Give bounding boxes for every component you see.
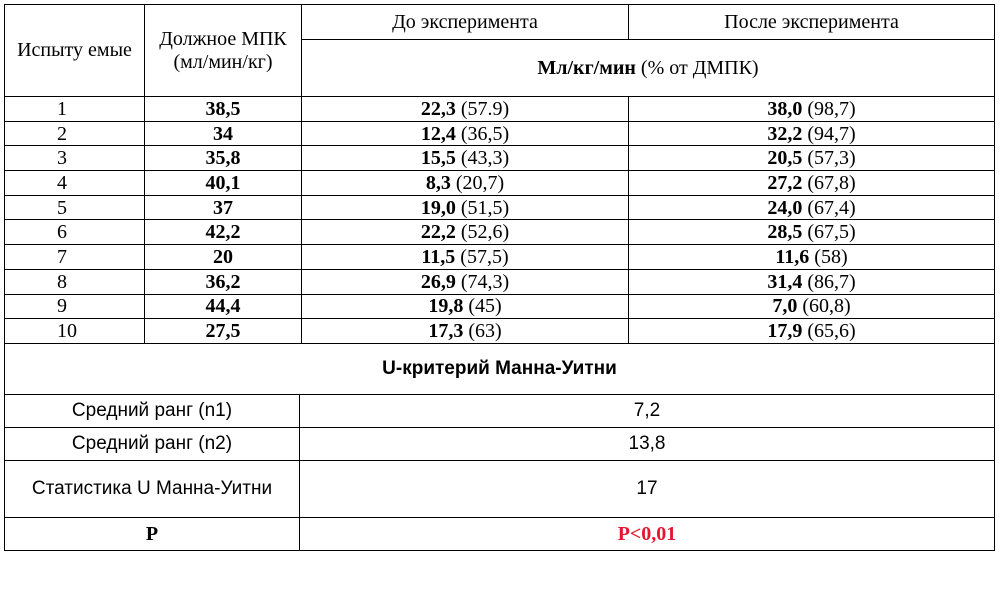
after-percent: (94,7) (802, 122, 856, 145)
predicted-mpk-value: 36,2 (145, 269, 302, 294)
after-value: 17,9 (767, 320, 803, 343)
stat-label: Статистика U Манна-Уитни (5, 460, 300, 517)
before-percent: (45) (463, 295, 502, 318)
results-table-container (4, 4, 994, 551)
before-value: 17,3 (428, 320, 464, 343)
predicted-mpk-value: 37 (145, 195, 302, 220)
before-percent: (52,6) (455, 221, 510, 244)
section-row (5, 343, 995, 394)
stat-label: Средний ранг (n1) (5, 394, 300, 427)
data-rows (5, 97, 995, 344)
table-row (5, 146, 995, 171)
before-value: 15,5 (420, 147, 456, 170)
header-predicted-mpk: Должное МПК (мл/мин/кг) (145, 5, 302, 97)
after-value: 31,4 (767, 270, 803, 293)
subject-number: 9 (5, 294, 145, 319)
before-percent: (63) (463, 320, 502, 343)
stat-label: Средний ранг (n2) (5, 427, 300, 460)
before-percent: (74,3) (455, 270, 510, 293)
header-before: До эксперимента (302, 5, 629, 40)
table-row (5, 269, 995, 294)
p-value: P<0,01 (300, 517, 995, 550)
subject-number: 1 (5, 97, 145, 122)
before-cell (302, 171, 629, 196)
predicted-mpk-value: 20 (145, 245, 302, 270)
before-value: 26,9 (420, 270, 456, 293)
subject-number: 10 (5, 319, 145, 344)
after-cell (629, 269, 995, 294)
after-percent: (60,8) (797, 295, 851, 318)
stat-row-mean-rank-n2 (5, 427, 995, 460)
before-value: 22,3 (420, 97, 456, 120)
subject-number: 6 (5, 220, 145, 245)
stat-row-p (5, 517, 995, 550)
after-cell (629, 171, 995, 196)
header-row (5, 5, 995, 40)
predicted-mpk-value: 34 (145, 121, 302, 146)
after-cell (629, 319, 995, 344)
subject-number: 7 (5, 245, 145, 270)
stat-value: 13,8 (300, 427, 995, 460)
stat-value: 17 (300, 460, 995, 517)
before-value: 22,2 (420, 221, 456, 244)
stat-row-u-statistic (5, 460, 995, 517)
before-percent: (51,5) (455, 196, 510, 219)
after-value: 27,2 (767, 171, 803, 194)
after-percent: (67,5) (802, 221, 856, 244)
p-label: P (5, 517, 300, 550)
after-percent: (58) (809, 245, 848, 268)
table-row (5, 220, 995, 245)
after-percent: (57,3) (802, 147, 856, 170)
after-value: 28,5 (767, 221, 803, 244)
subject-number: 2 (5, 121, 145, 146)
after-cell (629, 146, 995, 171)
before-value: 11,5 (421, 245, 456, 268)
table-row (5, 319, 995, 344)
predicted-mpk-value: 27,5 (145, 319, 302, 344)
before-value: 19,8 (428, 295, 464, 318)
table-row (5, 97, 995, 122)
before-value: 19,0 (420, 196, 456, 219)
after-percent: (67,8) (802, 171, 856, 194)
before-percent: (57.9) (455, 97, 510, 120)
after-percent: (98,7) (802, 97, 856, 120)
table-row (5, 171, 995, 196)
after-percent: (67,4) (802, 196, 856, 219)
after-value: 38,0 (767, 97, 803, 120)
before-cell (302, 319, 629, 344)
predicted-mpk-value: 44,4 (145, 294, 302, 319)
before-cell (302, 220, 629, 245)
subject-number: 8 (5, 269, 145, 294)
before-cell (302, 195, 629, 220)
after-cell (629, 121, 995, 146)
header-subject: Испыту емые (5, 5, 145, 97)
predicted-mpk-value: 42,2 (145, 220, 302, 245)
after-percent: (86,7) (802, 270, 856, 293)
header-after: После эксперимента (629, 5, 995, 40)
after-value: 32,2 (767, 122, 803, 145)
before-cell (302, 97, 629, 122)
subject-number: 5 (5, 195, 145, 220)
after-percent: (65,6) (802, 320, 856, 343)
results-table (4, 4, 995, 551)
before-cell (302, 269, 629, 294)
table-row (5, 294, 995, 319)
after-cell (629, 220, 995, 245)
before-percent: (43,3) (455, 147, 510, 170)
table-row (5, 195, 995, 220)
before-cell (302, 121, 629, 146)
table-row (5, 121, 995, 146)
after-cell (629, 245, 995, 270)
header-unit (302, 40, 995, 97)
table-row (5, 245, 995, 270)
unit-note-text: (% от ДМПК) (635, 56, 759, 79)
before-cell (302, 146, 629, 171)
before-value: 12,4 (420, 122, 456, 145)
predicted-mpk-value: 40,1 (145, 171, 302, 196)
after-cell (629, 294, 995, 319)
before-percent: (20,7) (450, 171, 505, 194)
before-percent: (36,5) (455, 122, 510, 145)
after-value: 11,6 (775, 245, 810, 268)
predicted-mpk-value: 35,8 (145, 146, 302, 171)
subject-number: 4 (5, 171, 145, 196)
stat-row-mean-rank-n1 (5, 394, 995, 427)
before-value: 8,3 (425, 171, 451, 194)
before-cell (302, 245, 629, 270)
after-value: 20,5 (767, 147, 803, 170)
before-cell (302, 294, 629, 319)
subject-number: 3 (5, 146, 145, 171)
stat-value: 7,2 (300, 394, 995, 427)
section-title: U-критерий Манна-Уитни (5, 343, 995, 394)
after-cell (629, 195, 995, 220)
unit-bold-text: Мл/кг/мин (537, 56, 636, 79)
after-cell (629, 97, 995, 122)
after-value: 7,0 (772, 295, 798, 318)
after-value: 24,0 (767, 196, 803, 219)
before-percent: (57,5) (455, 245, 509, 268)
predicted-mpk-value: 38,5 (145, 97, 302, 122)
